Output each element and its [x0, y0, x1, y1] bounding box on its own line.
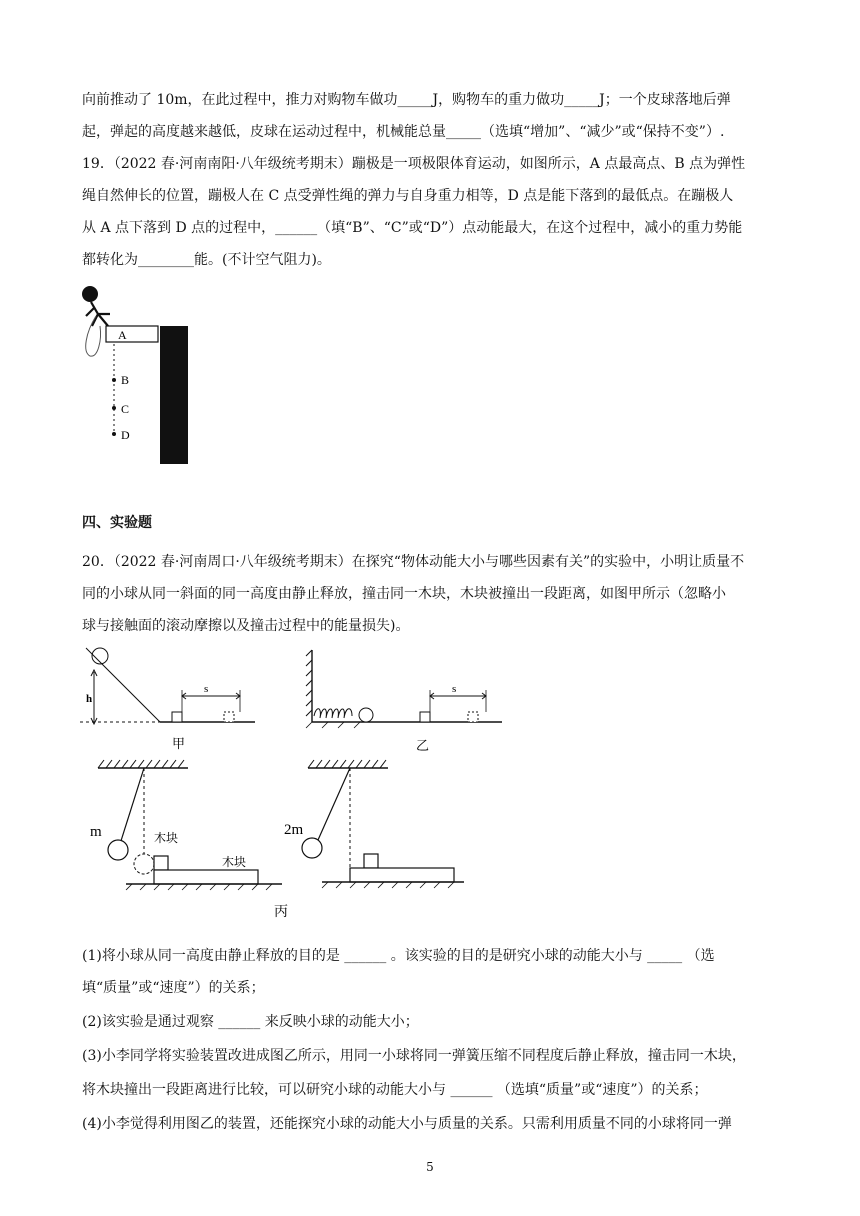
point-c: [112, 406, 116, 410]
point-d: [112, 432, 116, 436]
tower: [160, 326, 188, 464]
q19-line-3: 从 A 点下落到 D 点的过程中，______（填“B”、“C”或“D”）点动能最大，在这个过程中，减小的重力势能: [82, 220, 743, 236]
section-heading: 四、实验题: [82, 515, 152, 531]
figure-bing-pendulum: [86, 758, 466, 924]
label-block-2: 木块: [222, 855, 247, 869]
label-h: h: [86, 693, 93, 705]
label-2m: 2m: [284, 822, 304, 838]
q18-line-2: 起，弹起的高度越来越低，皮球在运动过程中，机械能总量_____（选填“增加”、“减少”或“保持不变”）.: [82, 124, 725, 140]
page-number: 5: [426, 1160, 434, 1174]
label-b: B: [121, 373, 130, 387]
block-end: [468, 712, 478, 722]
ball-m: [108, 840, 128, 860]
block-right: [364, 854, 378, 868]
track-right: [350, 868, 454, 882]
string-right: [318, 768, 350, 840]
q20-sub4-line-1: (4)小李觉得利用图乙的装置，还能探究小球的动能大小与质量的关系。只需利用质量不同的小球将同一弹: [82, 1116, 732, 1132]
incline: [86, 648, 160, 722]
block-left: [154, 856, 168, 870]
q18-line-1: 向前推动了 10m，在此过程中，推力对购物车做功_____J，购物车的重力做功_____J；一个皮球落地后弹: [82, 92, 731, 108]
q20-line-3: 球与接触面的滚动摩擦以及撞击过程中的能量损失)。: [82, 618, 410, 634]
jumper-body: [86, 302, 110, 326]
q20-line-1: 20．（2022 春·河南周口·八年级统考期末）在探究“物体动能大小与哪些因素有关”的实验中，小明让质量不: [82, 554, 745, 570]
point-b: [112, 378, 116, 382]
jumper-head: [82, 286, 98, 302]
spring: [314, 709, 352, 718]
string-left: [120, 768, 144, 844]
label-block-1: 木块: [154, 831, 179, 845]
bungee-cord: [86, 316, 101, 356]
q19-line-2: 绳自然伸长的位置，蹦极人在 C 点受弹性绳的弹力与自身重力相等，D 点是能下落到的最低点。在蹦极人: [82, 188, 734, 204]
ball-m-dashed: [134, 854, 154, 874]
q20-sub3-line-1: (3)小李同学将实验装置改进成图乙所示，用同一小球将同一弹簧压缩不同程度后静止释放，撞击同一木块，: [82, 1048, 746, 1064]
q19-line-4: 都转化为________能。(不计空气阻力)。: [82, 252, 331, 268]
caption-jia: 甲: [172, 736, 186, 751]
label-s-yi: s: [452, 683, 457, 695]
label-s-jia: s: [204, 683, 209, 695]
q20-sub3-line-2: 将木块撞出一段距离进行比较，可以研究小球的动能大小与 ______ （选填“质量”或“速度”）的关系；: [82, 1082, 708, 1098]
q20-sub1-line-2: 填“质量”或“速度”）的关系；: [82, 980, 265, 996]
ball: [359, 708, 373, 722]
caption-bing: 丙: [274, 905, 288, 920]
label-c: C: [121, 402, 130, 416]
block-start: [172, 712, 182, 722]
bungee-figure: [78, 282, 198, 470]
q20-line-2: 同的小球从同一斜面的同一高度由静止释放，撞击同一木块，木块被撞出一段距离，如图甲所示（忽略小: [82, 586, 726, 602]
q20-sub2: (2)该实验是通过观察 ______ 来反映小球的动能大小；: [82, 1014, 419, 1030]
caption-yi: 乙: [416, 738, 430, 753]
label-a: A: [118, 328, 127, 342]
q20-sub1-line-1: (1)将小球从同一高度由静止释放的目的是 ______ 。该实验的目的是研究小球的动能大小与 _____ （选: [82, 948, 715, 964]
block-start: [420, 712, 430, 722]
block-end: [224, 712, 234, 722]
track-left: [154, 870, 258, 884]
jump-platform: [106, 326, 158, 342]
q19-line-1: 19．（2022 春·河南南阳·八年级统考期末）蹦极是一项极限体育运动，如图所示，A 点最高点、B 点为弹性: [82, 156, 746, 172]
label-m: m: [90, 824, 102, 840]
figure-jia-incline: [80, 646, 265, 754]
ball-2m: [302, 838, 322, 858]
label-d: D: [121, 428, 130, 442]
figure-yi-spring: [302, 646, 507, 754]
